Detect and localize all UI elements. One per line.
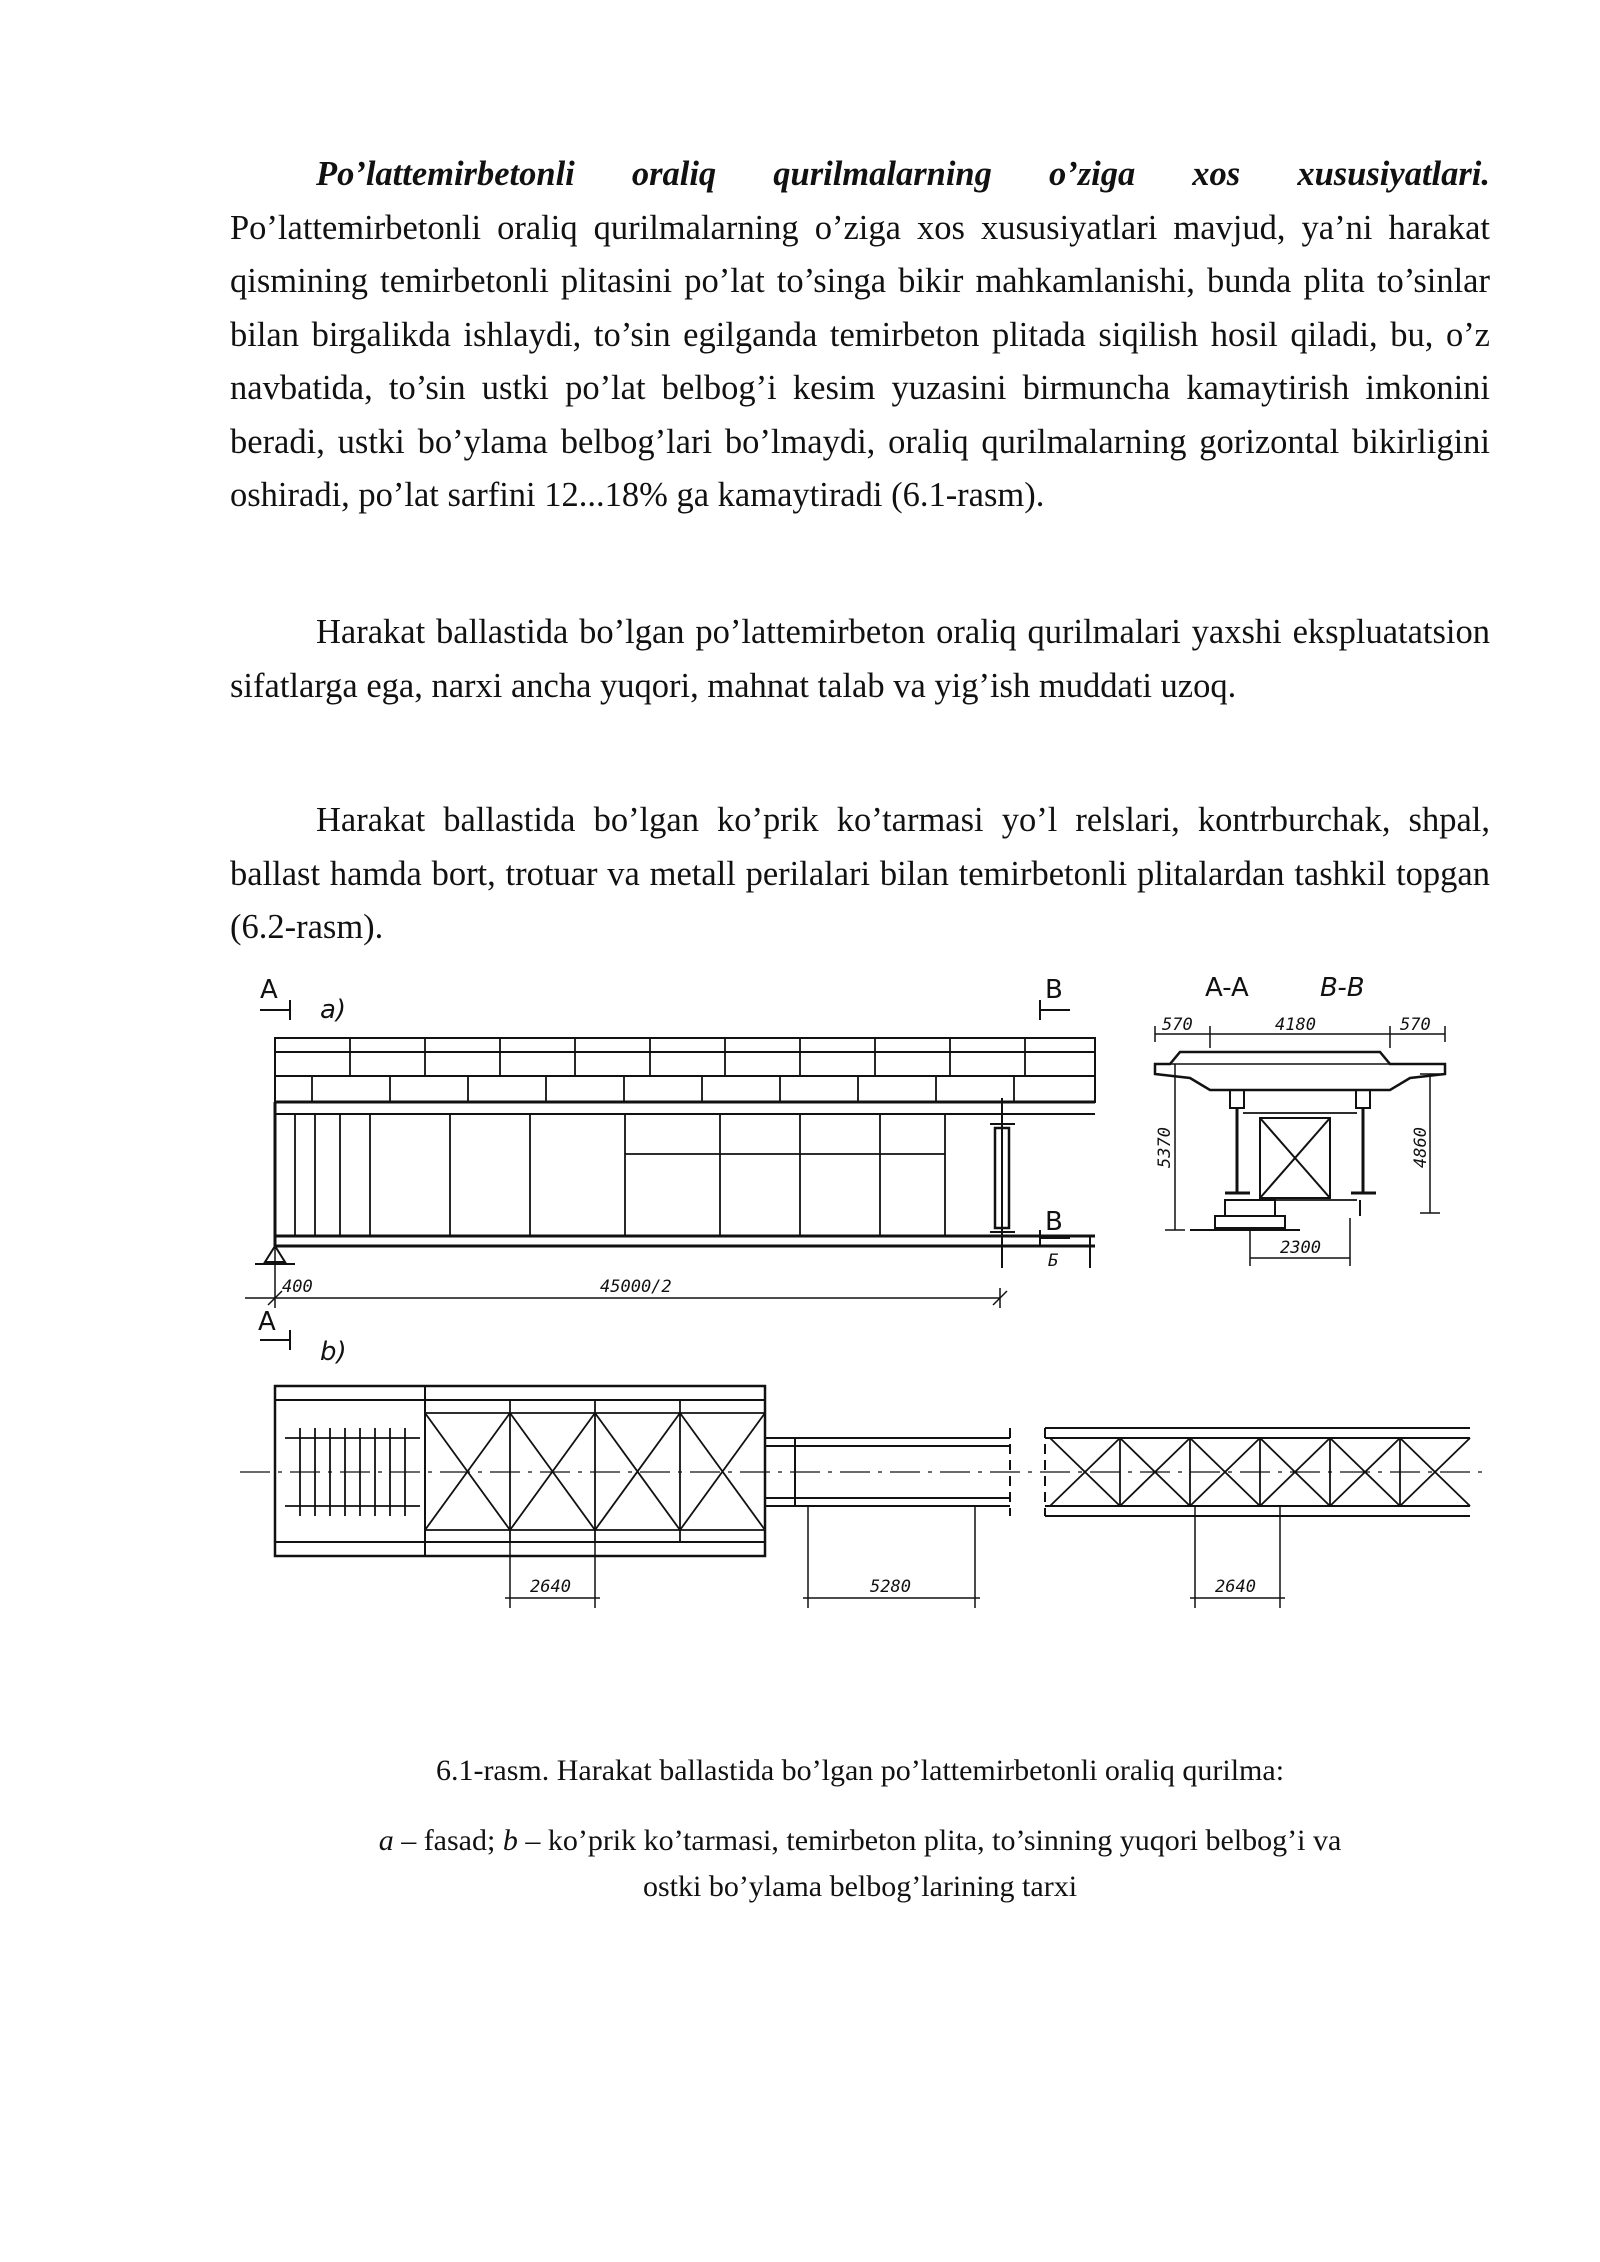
dim-plan-1: 2640 bbox=[530, 1577, 571, 1597]
section-a-label: A bbox=[260, 975, 278, 1005]
dim-height-total: 5370 bbox=[1155, 1127, 1175, 1168]
figure-caption-legend bbox=[230, 1818, 1490, 1910]
caption-line3: ostki bo’ylama belbog’larining tarxi bbox=[642, 1870, 1078, 1903]
dim-base: 2300 bbox=[1280, 1238, 1321, 1258]
section-aa-label: A-A bbox=[1205, 973, 1249, 1003]
technical-drawing bbox=[240, 968, 1490, 1628]
paragraph-3-text: Harakat ballastida bo’lgan ko’prik ko’tarmasi yo’l relslari, kontrburchak, shpal, ballast hamda bort, trotuar va metall perilalari bilan temirbetonli plitalardan tashkil topgan (6.2-rasm). bbox=[230, 801, 1490, 946]
dim-left-offset: 400 bbox=[282, 1277, 313, 1297]
figure-caption-title: 6.1-rasm. Harakat ballastida bo’lgan po’lattemirbetonli oraliq qurilma: bbox=[435, 1754, 1285, 1787]
dim-plan-2: 5280 bbox=[870, 1577, 911, 1597]
caption-a-letter: a bbox=[378, 1824, 394, 1857]
view-b-label: b) bbox=[320, 1337, 347, 1367]
section-b-lower-sub: Б bbox=[1048, 1251, 1059, 1271]
paragraph-1-body: Po’lattemirbetonli oraliq qurilmalarning o’ziga xos xususiyatlari mavjud, ya’ni harakat qismining temirbetonli plitasini po’lat to’singa bikir mahkamlanishi, bunda plita to’sinlar bilan birgalikda ishlaydi, to’sin egilganda temirbeton plitada siqilish hosil qiladi, bu, o’z navbatida, to’sin ustki po’lat belbog’i kesim yuzasini birmuncha kamaytirish imkonini beradi, ustki bo’ylama belbog’lari bo’lmaydi, oraliq qurilmalarning gorizontal bikirligini oshiradi, po’lat sarfini 12...18% ga kamaytiradi (6.1-rasm). bbox=[230, 208, 1490, 514]
paragraph-2 bbox=[230, 606, 1490, 713]
view-a-label: a) bbox=[320, 995, 347, 1025]
section-b-lower-label: B bbox=[1045, 1207, 1063, 1237]
dim-plan-3: 2640 bbox=[1215, 1577, 1256, 1597]
paragraph-1 bbox=[230, 148, 1490, 523]
caption-b-text: – ko’prik ko’tarmasi, temirbeton plita, to’sinning yuqori belbog’i va bbox=[517, 1824, 1342, 1857]
section-b-label: B bbox=[1045, 975, 1063, 1005]
caption-a-text: – fasad; bbox=[393, 1824, 503, 1857]
dim-cant-left: 570 bbox=[1162, 1015, 1193, 1035]
section-a-lower-label: A bbox=[258, 1307, 276, 1337]
caption-b-letter: b bbox=[502, 1824, 518, 1857]
dim-cant-right: 570 bbox=[1400, 1015, 1431, 1035]
dim-height-inner: 4860 bbox=[1411, 1127, 1431, 1168]
section-heading: Po’lattemirbetonli oraliq qurilmalarning o’ziga xos xususiyatlari. bbox=[316, 155, 1490, 193]
section-bb-label: B-B bbox=[1320, 973, 1365, 1003]
paragraph-2-text: Harakat ballastida bo’lgan po’lattemirbeton oraliq qurilmalari yaxshi ekspluatatsion sifatlarga ega, narxi ancha yuqori, mahnat talab va yig’ish muddati uzoq. bbox=[230, 613, 1490, 705]
paragraph-3 bbox=[230, 794, 1490, 955]
dim-deck: 4180 bbox=[1275, 1015, 1316, 1035]
bridge-drawing-figure bbox=[240, 968, 1490, 1628]
dim-span: 45000/2 bbox=[600, 1277, 672, 1297]
